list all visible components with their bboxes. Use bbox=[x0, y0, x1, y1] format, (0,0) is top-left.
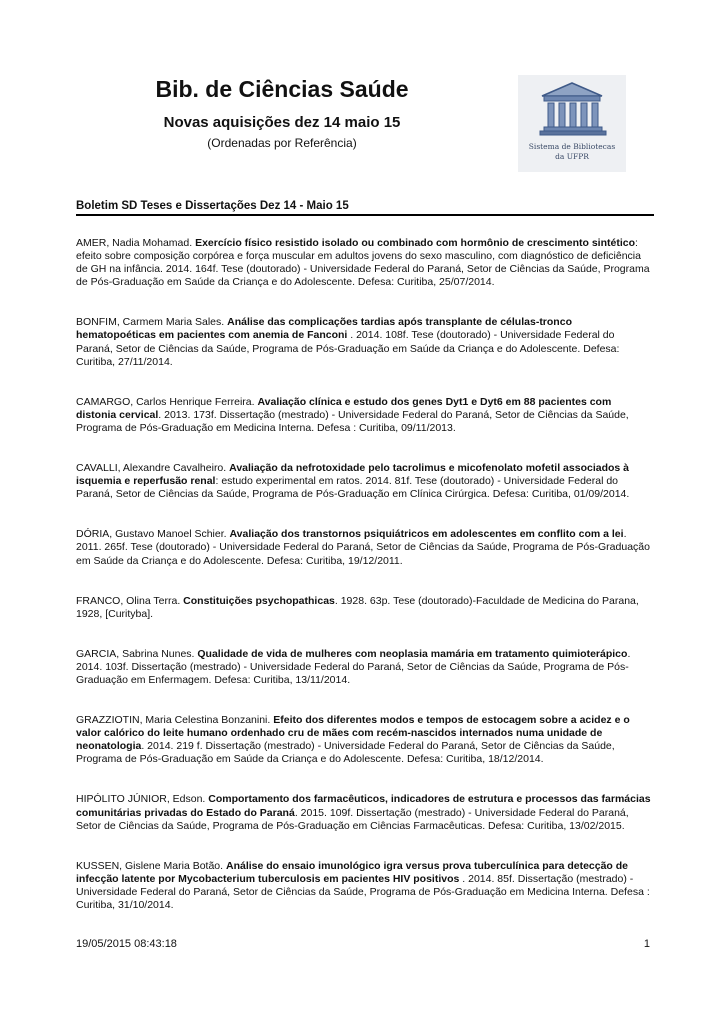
list-item bbox=[76, 396, 654, 435]
entry-author: BONFIM, Carmem Maria Sales. bbox=[76, 316, 228, 329]
logo-caption-line2: da UFPR bbox=[555, 152, 589, 161]
entry-details: : estudo experimental em ratos. 2014. 81f. Tese (doutorado) - Universidade Federal do Paraná, Setor de Ciências da Saúde, Programa de Pós-Graduação em Clínica Cirúrgica. Defesa: Curitiba, 01/09/2014. bbox=[76, 475, 630, 501]
entry-author: GARCIA, Sabrina Nunes. bbox=[76, 647, 198, 660]
entry-title: Comportamento dos farmacêuticos, indicadores de estrutura e processos das farmácias comunitárias privadas do Estado do Paraná bbox=[76, 793, 651, 819]
entry-title: Avaliação clínica e estudo dos genes Dyt1 e Dyt6 em 88 pacientes com distonia cervical bbox=[76, 395, 612, 421]
entry-title: Avaliação dos transtornos psiquiátricos em adolescentes em conflito com a lei bbox=[229, 528, 624, 541]
entry-details: . 2014. 219 f. Dissertação (mestrado) - Universidade Federal do Paraná, Setor de Ciências da Saúde, Programa de Pós-Graduação em Saúde da Criança e do Adolescente. Defesa: Curitiba, 18/12/2014. bbox=[76, 740, 615, 766]
list-item bbox=[76, 793, 654, 832]
entry-author: KUSSEN, Gislene Maria Botão. bbox=[76, 859, 226, 872]
entry-author: CAVALLI, Alexandre Cavalheiro. bbox=[76, 462, 230, 475]
entry-details: : efeito sobre composição corpórea e força muscular em adultos jovens do sexo masculino, com diagnóstico de deficiência de GH na infância. 2014. 164f. Tese (doutorado) - Universidade Federal do Paraná, Setor de Ciências da Saúde, Programa de Pós-Graduação em Saúde da Criança e do Adolescente. Defesa: Curitiba, 25/07/2014. bbox=[76, 237, 650, 289]
list-item bbox=[76, 714, 654, 766]
page-title: Bib. de Ciências Saúde bbox=[155, 76, 409, 102]
entry-author: HIPÓLITO JÚNIOR, Edson. bbox=[76, 793, 209, 806]
entry-author: DÓRIA, Gustavo Manoel Schier. bbox=[76, 528, 230, 541]
entry-details: . 2014. 103f. Dissertação (mestrado) - Universidade Federal do Paraná, Setor de Ciências da Saúde, Programa de Pós-Graduação em Enfermagem. Defesa: Curitiba, 13/11/2014. bbox=[76, 647, 631, 686]
entry-title: Análise do ensaio imunológico igra versus prova tuberculínica para detecção de infecção latente por Mycobacterium tuberculosis em pacientes HIV positivos bbox=[76, 859, 629, 885]
list-item bbox=[76, 237, 654, 289]
entry-details: . 2015. 109f. Dissertação (mestrado) - Universidade Federal do Paraná, Setor de Ciências da Saúde, Programa de Pós-Graduação em Ciências Farmacêuticas. Defesa: Curitiba, 13/02/2015. bbox=[76, 806, 629, 832]
list-item bbox=[76, 860, 654, 912]
entry-title: Qualidade de vida de mulheres com neoplasia mamária em tratamento quimioterápico bbox=[197, 647, 628, 660]
entry-author: CAMARGO, Carlos Henrique Ferreira. bbox=[76, 395, 258, 408]
entry-details: . 2013. 173f. Dissertação (mestrado) - Universidade Federal do Paraná, Setor de Ciências da Saúde, Programa de Pós-Graduação em Medicina Interna. Defesa : Curitiba, 09/11/2013. bbox=[76, 408, 629, 434]
library-building-icon bbox=[518, 75, 626, 145]
entry-author: AMER, Nadia Mohamad. bbox=[76, 237, 196, 249]
entry-details: . 2014. 85f. Dissertação (mestrado) - Universidade Federal do Paraná, Setor de Ciências da Saúde, Programa de Pós-Graduação em Medicina Interna. Defesa : Curitiba, 31/10/2014. bbox=[76, 872, 650, 911]
entry-details: . 2014. 108f. Tese (doutorado) - Universidade Federal do Paraná, Setor de Ciências da Saúde, Programa de Pós-Graduação em Saúde da Criança e do Adolescente. Defesa: Curitiba, 27/11/2014. bbox=[76, 329, 620, 368]
list-item bbox=[76, 528, 654, 567]
entry-details: . 1928. 63p. Tese (doutorado)-Faculdade de Medicina do Parana, 1928, [Curityba]. bbox=[76, 594, 639, 620]
list-item bbox=[76, 316, 654, 368]
page-number: 1 bbox=[643, 938, 650, 950]
page-header bbox=[0, 0, 724, 200]
list-item bbox=[76, 462, 654, 501]
entry-details: . 2011. 265f. Tese (doutorado) - Universidade Federal do Paraná, Setor de Ciências da Saúde, Programa de Pós-Graduação em Saúde da Criança e do Adolescente. Defesa: Curitiba, 19/12/2011. bbox=[76, 528, 650, 567]
entry-title: Efeito dos diferentes modos e tempos de estocagem sobre a acidez e o valor calórico do leite humano ordenhado cru de mães com recém-nascidos internados numa unidade de neonatologia bbox=[76, 714, 630, 753]
list-item bbox=[76, 648, 654, 687]
entry-author: FRANCO, Olina Terra. bbox=[76, 594, 184, 607]
library-system-logo bbox=[518, 75, 626, 172]
acquisitions-list bbox=[76, 237, 654, 939]
logo-caption-line1: Sistema de Bibliotecas bbox=[528, 142, 616, 151]
entry-title: Análise das complicações tardias após transplante de células-tronco hematopoéticas em pacientes com anemia de Fanconi bbox=[76, 316, 572, 342]
entry-author: GRAZZIOTIN, Maria Celestina Bonzanini. bbox=[76, 714, 274, 727]
section-heading: Boletim SD Teses e Dissertações Dez 14 - Maio 15 bbox=[76, 199, 654, 216]
list-item bbox=[76, 595, 654, 621]
entry-title: Avaliação da nefrotoxidade pelo tacrolimus e micofenolato mofetil associados à isquemia e reperfusão renal bbox=[76, 462, 630, 488]
logo-caption bbox=[518, 142, 626, 162]
entry-title: Constituições psychopathicas bbox=[183, 594, 335, 607]
entry-title: Exercício físico resistido isolado ou combinado com hormônio de crescimento sintético bbox=[195, 237, 635, 249]
footer-timestamp: 19/05/2015 08:43:18 bbox=[76, 938, 177, 950]
page-subtitle: Novas aquisições dez 14 maio 15 bbox=[163, 114, 401, 131]
sort-note: (Ordenadas por Referência) bbox=[207, 136, 357, 150]
